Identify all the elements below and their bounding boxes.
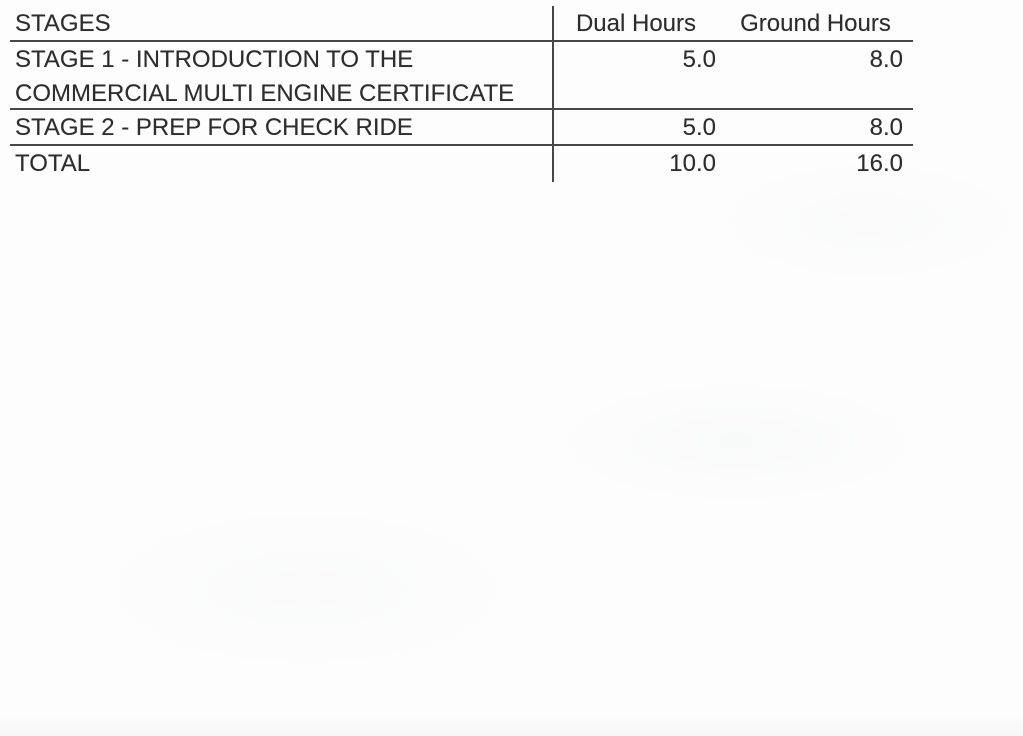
stage2-dual-hours-value: 5.0: [552, 110, 718, 146]
stage2-name-line1: STAGE 2 - PREP FOR CHECK RIDE: [15, 114, 413, 141]
total-row-label: TOTAL: [15, 150, 91, 177]
table-row-stage1-name: [10, 42, 552, 110]
stage1-ground-hours-value: 8.0: [718, 42, 913, 110]
total-dual-hours-value: 10.0: [552, 146, 718, 182]
column-header-dual-hours: Dual Hours: [552, 6, 718, 42]
total-ground-hours-value: 16.0: [856, 150, 903, 177]
stages-hours-table: [10, 6, 913, 182]
stage1-name-line2: COMMERCIAL MULTI ENGINE CERTIFICATE: [15, 80, 515, 107]
stage1-dual-hours-value: 5.0: [552, 42, 718, 110]
stage2-ground-hours-value: 8.0: [718, 110, 913, 146]
table-row-stage2-name: [10, 110, 552, 146]
stage1-name-line1: STAGE 1 - INTRODUCTION TO THE: [15, 46, 414, 73]
column-header-stages: STAGES: [10, 6, 552, 42]
column-header-ground-hours: Ground Hours: [718, 6, 913, 42]
